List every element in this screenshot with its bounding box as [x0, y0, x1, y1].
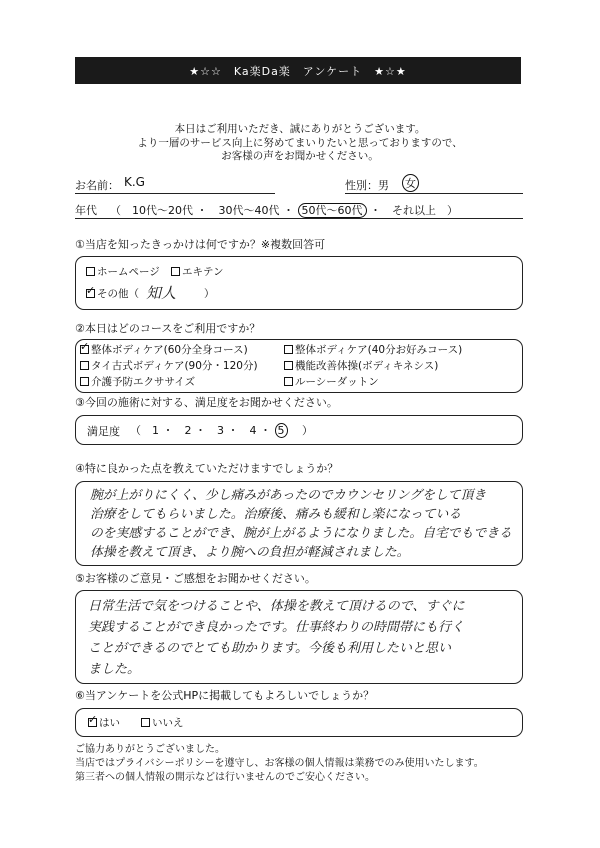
scale-close: ） [291, 424, 313, 437]
footer-notice [75, 743, 484, 785]
scale-option[interactable]: ・ 4 [227, 424, 257, 437]
answer-line: 日常生活で気をつけることや、体操を教えて頂けるので、すぐに [88, 599, 465, 614]
age-option: ・ [283, 204, 294, 217]
q1-question: ①当店を知ったきっかけは何ですか？※複数回答可 [75, 238, 326, 251]
scale-sep: ・ [260, 424, 271, 437]
checkbox[interactable] [171, 267, 180, 276]
q4-answer [90, 486, 512, 562]
q6-option-no[interactable]: いいえ [141, 715, 184, 730]
footer-line: 当店ではプライバシーポリシーを遵守し、お客様の個人情報は業務でのみ使用いたします。 [75, 758, 484, 769]
scale-option[interactable]: ・ 3 [195, 424, 224, 437]
scale-option[interactable]: （ 1 [130, 424, 159, 437]
q5-answer [88, 596, 464, 680]
q2-question: ②本日はどのコースをご利用ですか？ [75, 322, 261, 335]
q2-option-kinou[interactable]: 機能改善体操(ボディキネシス) [284, 358, 438, 373]
checkbox[interactable] [284, 345, 293, 354]
q2-option-kaigo[interactable]: 介護予防エクササイズ [80, 374, 195, 389]
answer-line: ました。 [88, 662, 141, 677]
q6-question: ⑥当アンケートを公式HPに掲載してもよろしいでしょうか？ [75, 689, 375, 702]
q2-option-seitai-40[interactable]: 整体ボディケア(40分お好みコース) [284, 342, 462, 357]
footer-line: ご協力ありがとうございました。 [75, 744, 225, 755]
answer-line: 体操を教えて頂き、より腕への負担が軽減されました。 [90, 545, 410, 560]
q3-label: 満足度 [87, 425, 120, 438]
checkbox-checked[interactable] [86, 289, 95, 298]
name-value[interactable]: K.G [124, 175, 145, 189]
intro-line: お客様の声をお聞かせください。 [221, 150, 379, 162]
q1-option-ekiten[interactable]: エキテン [171, 264, 223, 279]
checkbox[interactable] [86, 267, 95, 276]
intro-text [90, 123, 510, 164]
age-options [110, 202, 458, 218]
age-underline [75, 218, 523, 219]
gender-underline [345, 193, 523, 194]
age-label: 年代 [75, 204, 97, 217]
scale-option-selected[interactable]: 5 [275, 423, 288, 438]
q1-option-homepage[interactable]: ホームページ [86, 264, 160, 279]
age-option[interactable]: ・ それ以上 ） [370, 204, 458, 217]
answer-line: ことができるのでとても助かります。今後も利用したいと思い [88, 641, 451, 656]
gender-selected[interactable]: 女 [402, 174, 419, 192]
intro-line: 本日はご利用いただき、誠にありがとうございます。 [174, 123, 426, 135]
answer-line: 治療をしてもらいました。治療後、痛みも緩和し楽になっている [90, 507, 462, 522]
age-option[interactable]: ・ 30代〜40代 [196, 204, 280, 217]
scale-option[interactable]: ・ 2 [162, 424, 192, 437]
checkbox-checked[interactable] [80, 345, 89, 354]
checkbox[interactable] [141, 718, 150, 727]
q3-question: ③今回の施術に対する、満足度をお聞かせください。 [75, 396, 338, 409]
q6-option-yes[interactable]: ✓はい [88, 715, 120, 730]
answer-line: 実践することができ良かったです。仕事終わりの時間帯にも行く [88, 620, 464, 635]
age-option-selected[interactable]: 50代〜60代 [298, 203, 367, 218]
age-option[interactable]: （ 10代〜20代 [110, 204, 193, 217]
checkbox[interactable] [80, 361, 89, 370]
checkbox[interactable] [284, 361, 293, 370]
gender-label: 性別：男 [345, 179, 389, 192]
q4-question: ④特に良かった点を教えていただけますでしょうか？ [75, 462, 339, 475]
checkbox-checked[interactable] [88, 718, 97, 727]
survey-title: ★☆☆ Ka楽Da楽 アンケート ★☆★ [189, 64, 407, 78]
q5-question: ⑤お客様のご意見・ご感想をお聞かせください。 [75, 572, 316, 585]
q1-other-close: ） [204, 288, 215, 300]
q2-option-seitai-60[interactable]: ✓整体ボディケア(60分全身コース) [80, 342, 248, 357]
answer-line: のを実感することができ、腕が上がるようになりました。自宅でもできる [90, 526, 512, 541]
survey-title-bar [75, 57, 521, 84]
footer-line: 第三者への個人情報の開示などは行いませんのでご安心ください。 [75, 772, 375, 783]
answer-line: 腕が上がりにくく、少し痛みがあったのでカウンセリングをして頂き [90, 488, 487, 503]
q1-option-other[interactable]: ✓その他（ [86, 286, 139, 301]
name-underline [75, 193, 275, 194]
q2-option-ruusii[interactable]: ルーシーダットン [284, 374, 379, 389]
checkbox[interactable] [284, 377, 293, 386]
q1-other-value[interactable]: 知人 [146, 284, 177, 302]
name-label: お名前： [75, 179, 119, 192]
q2-option-thai[interactable]: タイ古式ボディケア(90分・120分) [80, 358, 258, 373]
checkbox[interactable] [80, 377, 89, 386]
intro-line: より一層のサービス向上に努めてまいりたいと思っておりますので、 [137, 136, 463, 149]
q3-scale [130, 422, 313, 438]
